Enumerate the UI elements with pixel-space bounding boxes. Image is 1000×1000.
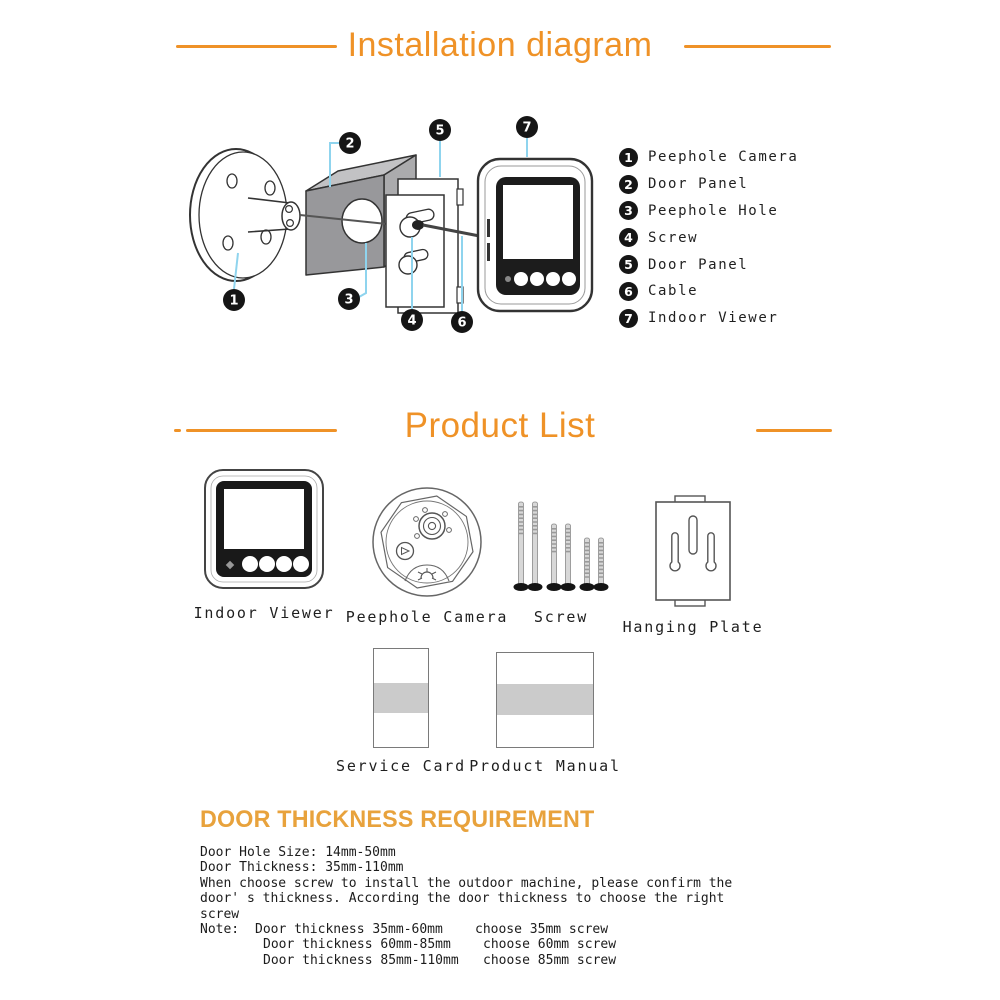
legend-item <box>619 251 798 278</box>
note-choose: choose 85mm screw <box>483 952 617 968</box>
legend-label: Screw <box>648 229 699 246</box>
legend-item <box>619 171 798 198</box>
product-peephole-camera <box>345 466 509 626</box>
note-row <box>200 937 732 952</box>
indoor-viewer-product-drawing <box>203 468 325 590</box>
product-label: Peephole Camera <box>345 608 509 626</box>
note-row <box>200 922 732 937</box>
title-line-right <box>684 45 831 48</box>
product-label: Product Manual <box>469 757 621 775</box>
product-manual <box>470 652 620 775</box>
legend-badge: 6 <box>619 282 638 301</box>
product-manual-drawing <box>496 652 594 748</box>
badge-2: 2 <box>345 136 355 152</box>
legend-label: Door Panel <box>648 256 749 273</box>
paragraph-line: door' s thickness. According the door thickness to choose the right <box>200 891 725 907</box>
card-band <box>374 683 428 712</box>
parts-legend <box>619 144 798 332</box>
legend-item <box>619 198 798 225</box>
product-label: Screw <box>533 608 589 626</box>
legend-item <box>619 305 798 332</box>
product-label: Indoor Viewer <box>193 604 335 622</box>
legend-item <box>619 278 798 305</box>
legend-badge: 1 <box>619 148 638 167</box>
legend-label: Peephole Camera <box>648 149 799 166</box>
product-label: Service Card <box>336 757 466 775</box>
legend-label: Indoor Viewer <box>648 310 779 327</box>
paragraph-line: screw <box>200 906 240 922</box>
peephole-camera-product-drawing <box>371 486 483 598</box>
legend-label: Cable <box>648 283 699 300</box>
legend-badge: 7 <box>619 309 638 328</box>
title-line-right <box>756 429 832 432</box>
door-thickness-heading: DOOR THICKNESS REQUIREMENT <box>200 806 595 833</box>
service-card-drawing <box>373 648 429 748</box>
legend-badge: 3 <box>619 201 638 220</box>
door-thickness-body <box>200 845 732 968</box>
badge-5: 5 <box>435 123 445 139</box>
screw-head-drawing <box>412 220 424 230</box>
product-indoor-viewer <box>193 468 335 622</box>
note-thickness: Door thickness 35mm-60mm <box>255 922 443 938</box>
product-label: Hanging Plate <box>622 618 764 636</box>
note-label-spacer <box>200 937 255 952</box>
product-hanging-plate <box>622 466 764 636</box>
product-service-card <box>336 648 466 775</box>
note-row <box>200 953 732 968</box>
card-band <box>497 684 593 715</box>
note-label: Note: <box>200 922 240 938</box>
paragraph-line: When choose screw to install the outdoor machine, please confirm the <box>200 875 733 891</box>
badge-3: 3 <box>344 292 354 308</box>
legend-badge: 2 <box>619 175 638 194</box>
legend-badge: 4 <box>619 228 638 247</box>
installation-title: Installation diagram <box>347 26 653 64</box>
legend-label: Peephole Hole <box>648 202 779 219</box>
inner-door-panel-drawing <box>386 179 463 313</box>
badge-1: 1 <box>229 293 239 309</box>
legend-label: Door Panel <box>648 176 749 193</box>
peephole-camera-drawing <box>190 149 300 281</box>
screw-product-drawing <box>511 498 611 598</box>
door-thickness-line: Door Thickness: 35mm-110mm <box>200 860 404 876</box>
note-thickness: Door thickness 60mm-85mm <box>263 937 451 953</box>
indoor-viewer-drawing <box>478 159 592 311</box>
note-thickness: Door thickness 85mm-110mm <box>263 952 459 968</box>
product-screw <box>505 466 617 626</box>
note-label-spacer <box>200 953 255 968</box>
note-choose: choose 60mm screw <box>483 937 617 953</box>
legend-badge: 5 <box>619 255 638 274</box>
door-hole-size-line: Door Hole Size: 14mm-50mm <box>200 845 396 860</box>
note-choose: choose 35mm screw <box>475 922 609 938</box>
legend-item <box>619 144 798 171</box>
badge-6: 6 <box>457 315 467 331</box>
badge-7: 7 <box>522 120 532 136</box>
product-list-title: Product List <box>404 406 596 445</box>
badge-4: 4 <box>407 313 417 329</box>
hanging-plate-product-drawing <box>643 492 743 610</box>
installation-diagram <box>178 103 638 353</box>
legend-item <box>619 224 798 251</box>
